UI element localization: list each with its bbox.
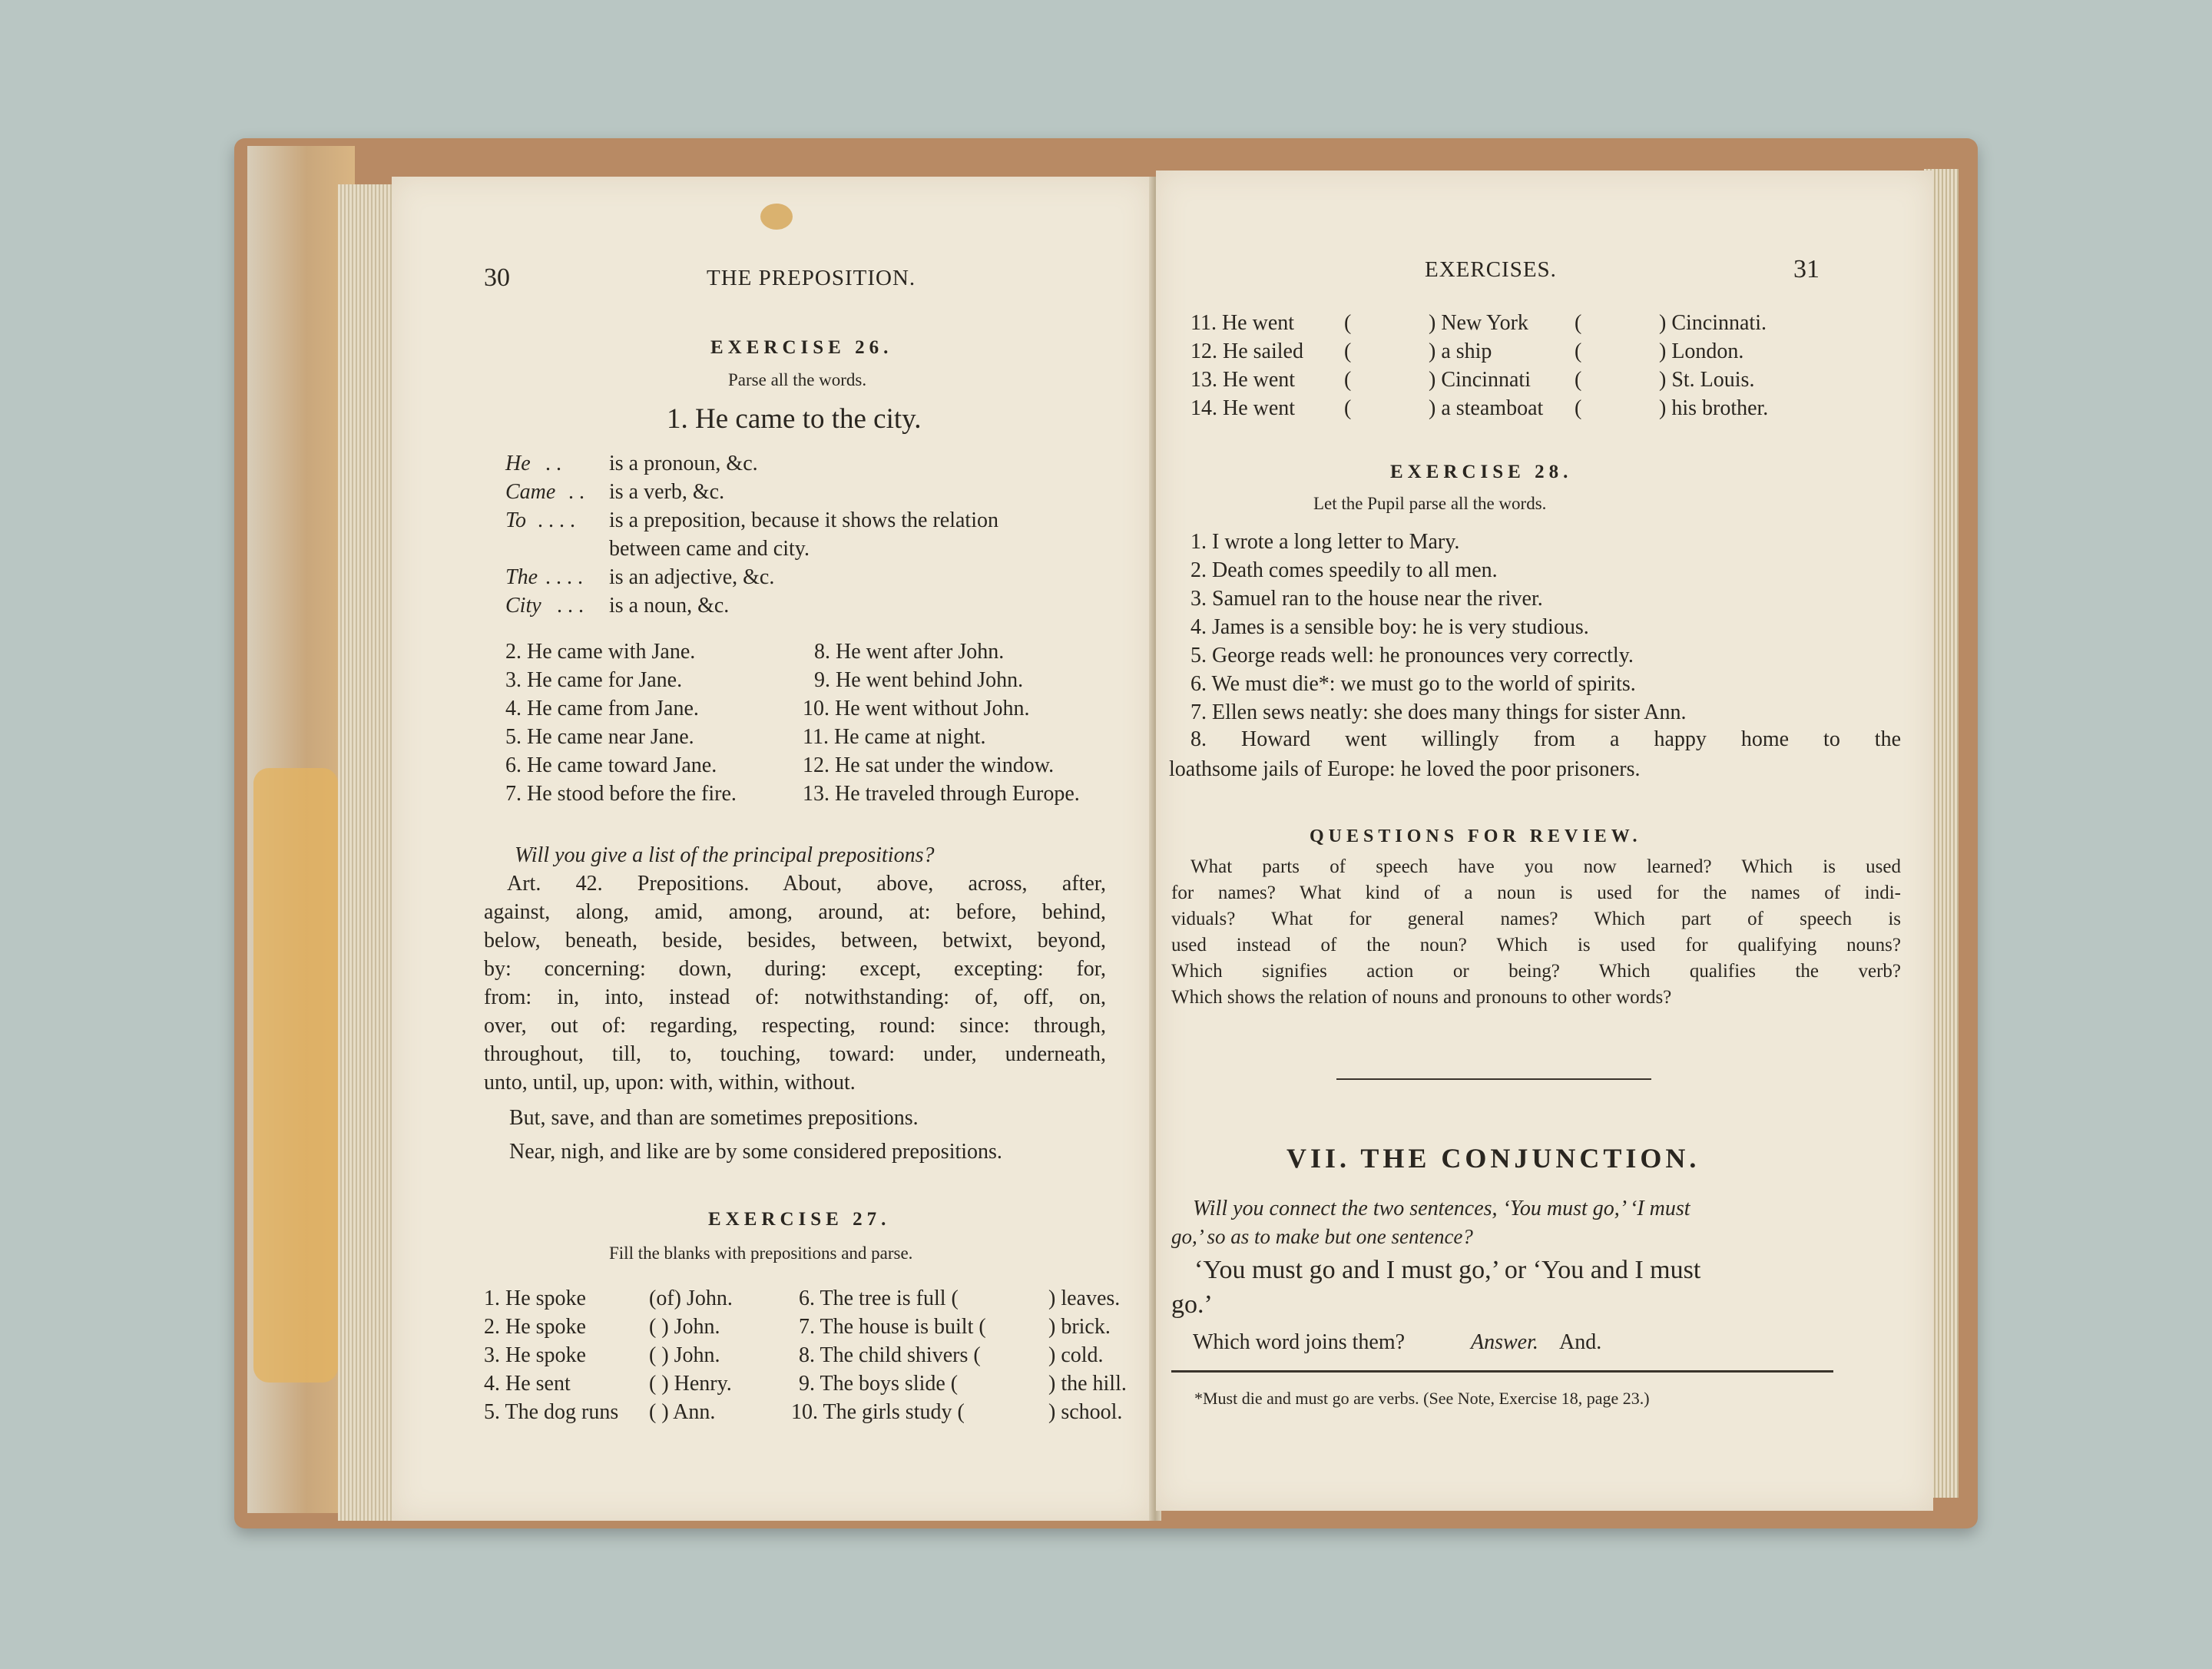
list-item-continued: loathsome jails of Europe: he loved the poor prisoners. [1169,757,1641,781]
fill-item-blank: ( ) Henry. [649,1372,732,1396]
exercise-heading: EXERCISE 26. [710,337,893,358]
note-line: But, save, and than are sometimes prepositions. [509,1106,919,1130]
list-item: 6. We must die*: we must go to the world of spirits. [1190,672,1636,696]
paragraph-line: against, along, amid, among, around, at: before, behind, [484,900,1106,924]
list-item: 5. He came near Jane. [505,725,694,749]
right-page [1156,171,1933,1511]
exercise-heading: EXERCISE 27. [708,1209,891,1230]
fill-item-blank: ) brick. [1048,1315,1111,1339]
fill-item-stem: 9. The boys slide ( [799,1372,959,1396]
list-item: 10. He went without John. [803,697,1030,720]
section-question-continued: go,’ so as to make but one sentence? [1171,1225,1473,1248]
fill-item-end: ) Cincinnati. [1659,311,1767,335]
review-heading: QUESTIONS FOR REVIEW. [1310,826,1642,846]
parse-word: Came [505,480,556,504]
list-item: 3. He came for Jane. [505,668,683,692]
footnote-rule [1171,1370,1833,1373]
exercise-heading: EXERCISE 28. [1390,462,1573,482]
list-item: 7. Ellen sews neatly: she does many things for sister Ann. [1190,700,1687,724]
review-line: viduals? What for general names? Which part of speech is [1171,909,1901,929]
fill-item-paren: ( [1575,339,1582,363]
fill-item-blank: ( ) Ann. [649,1400,716,1424]
fill-item-blank: ) cold. [1048,1343,1104,1367]
fill-item-stem: 8. The child shivers ( [799,1343,981,1367]
review-line: Which shows the relation of nouns and pronouns to other words? [1171,987,1672,1008]
list-item: 3. Samuel ran to the house near the river. [1190,587,1543,611]
fill-item-stem: 5. The dog runs [484,1400,619,1424]
note-line: Near, nigh, and like are by some considered prepositions. [509,1140,1002,1164]
footnote: *Must die and must go are verbs. (See Note, Exercise 18, page 23.) [1194,1389,1650,1408]
list-item: 4. James is a sensible boy: he is very studious. [1190,615,1589,639]
fill-item-stem: 14. He went [1190,396,1296,420]
parse-dots: . . . . [538,508,575,532]
paragraph-line: throughout, till, to, touching, toward: under, underneath, [484,1042,1106,1066]
fill-item-stem: 3. He spoke [484,1343,586,1367]
fill-item-paren: ( [1344,339,1352,363]
paragraph-line: from: in, into, instead of: notwithstanding: of, off, on, [484,985,1106,1009]
fill-item-stem: 6. The tree is full ( [799,1287,959,1310]
paragraph-line: Art. 42. Prepositions. About, above, across, after, [507,872,1106,896]
list-item: 13. He traveled through Europe. [803,782,1080,806]
parse-text: is a verb, &c. [609,480,725,504]
fill-item-paren: ( [1575,368,1582,392]
paragraph-line: over, out of: regarding, respecting, round: since: through, [484,1014,1106,1038]
answer-label: Answer. [1471,1330,1538,1354]
parse-word: To [505,508,527,532]
section-divider [1336,1078,1651,1080]
parse-text: is an adjective, &c. [609,565,775,589]
example-sentence: 1. He came to the city. [667,403,922,435]
fill-item-paren: ( [1344,368,1352,392]
left-page [392,177,1152,1521]
fill-item-paren: ( [1344,396,1352,420]
list-item: 1. I wrote a long letter to Mary. [1190,530,1460,554]
fill-item-blank: ) the hill. [1048,1372,1127,1396]
section-title: VII. THE CONJUNCTION. [1286,1143,1700,1174]
list-item: 9. He went behind John. [814,668,1024,692]
fill-item-end: ) his brother. [1659,396,1769,420]
page-stain [760,204,793,230]
fill-item-stem: 13. He went [1190,368,1296,392]
fill-item-stem: 10. The girls study ( [791,1400,965,1424]
fill-item-blank: ( ) John. [649,1315,720,1339]
fill-item-paren: ( [1575,311,1582,335]
review-line: used instead of the noun? Which is used for qualifying nouns? [1171,935,1901,955]
fill-item-end: ) London. [1659,339,1744,363]
fill-item-blank: ( ) John. [649,1343,720,1367]
paragraph-line: below, beneath, beside, besides, between, betwixt, beyond, [484,929,1106,952]
fill-item-place: ) a steamboat [1429,396,1544,420]
fill-item-place: ) Cincinnati [1429,368,1531,392]
cover-stain [253,768,338,1383]
list-item: 8. Howard went willingly from a happy home to the [1190,727,1901,751]
fill-item-blank: ) school. [1048,1400,1123,1424]
fill-item-end: ) St. Louis. [1659,368,1755,392]
fill-item-stem: 1. He spoke [484,1287,586,1310]
parse-dots: . . [568,480,584,504]
fill-item-blank: (of) John. [649,1287,733,1310]
list-item: 12. He sat under the window. [803,753,1055,777]
parse-text: is a preposition, because it shows the relation [609,508,998,532]
page-number: 30 [484,263,510,292]
parse-dots: . . [545,452,561,475]
answer-text: And. [1559,1330,1602,1354]
example-line: ‘You must go and I must go,’ or ‘You and I must [1194,1256,1701,1284]
fill-item-stem: 12. He sailed [1190,339,1303,363]
parse-text: is a pronoun, &c. [609,452,758,475]
fill-item-stem: 11. He went [1190,311,1295,335]
review-line: Which signifies action or being? Which qualifies the verb? [1171,961,1901,982]
fill-item-paren: ( [1575,396,1582,420]
list-item: 2. He came with Jane. [505,640,696,664]
fill-item-stem: 4. He sent [484,1372,571,1396]
section-question: Will you connect the two sentences, ‘You must go,’ ‘I must [1193,1197,1690,1220]
parse-dots: . . . . [545,565,583,589]
review-line: for names? What kind of a noun is used for the names of indi- [1171,883,1901,903]
list-item: 5. George reads well: he pronounces very correctly. [1190,644,1634,667]
exercise-instruction: Parse all the words. [728,370,867,389]
list-item: 7. He stood before the fire. [505,782,737,806]
fill-item-blank: ) leaves. [1048,1287,1121,1310]
exercise-instruction: Let the Pupil parse all the words. [1313,494,1547,513]
list-item: 8. He went after John. [814,640,1005,664]
list-item: 11. He came at night. [803,725,986,749]
review-line: What parts of speech have you now learned? Which is used [1190,856,1901,877]
fill-item-place: ) a ship [1429,339,1492,363]
parse-dots: . . . [557,594,584,618]
page-number: 31 [1793,255,1820,283]
left-page-edges [338,184,399,1521]
running-head: EXERCISES. [1425,257,1557,282]
parse-word: The [505,565,538,589]
question-heading: Will you give a list of the principal prepositions? [515,843,935,867]
list-item: 6. He came toward Jane. [505,753,717,777]
which-question: Which word joins them? [1193,1330,1406,1354]
parse-word: City [505,594,541,618]
fill-item-place: ) New York [1429,311,1528,335]
parse-word: He [505,452,531,475]
list-item: 4. He came from Jane. [505,697,699,720]
list-item: 2. Death comes speedily to all men. [1190,558,1498,582]
exercise-instruction: Fill the blanks with prepositions and parse. [609,1243,913,1263]
paragraph-line: unto, until, up, upon: with, within, without. [484,1071,856,1094]
fill-item-stem: 2. He spoke [484,1315,586,1339]
paragraph-line: by: concerning: down, during: except, excepting: for, [484,957,1106,981]
running-head: THE PREPOSITION. [707,266,916,290]
parse-text: is a noun, &c. [609,594,730,618]
parse-text: between came and city. [609,537,810,561]
fill-item-stem: 7. The house is built ( [799,1315,986,1339]
fill-item-paren: ( [1344,311,1352,335]
example-line-continued: go.’ [1171,1290,1213,1319]
